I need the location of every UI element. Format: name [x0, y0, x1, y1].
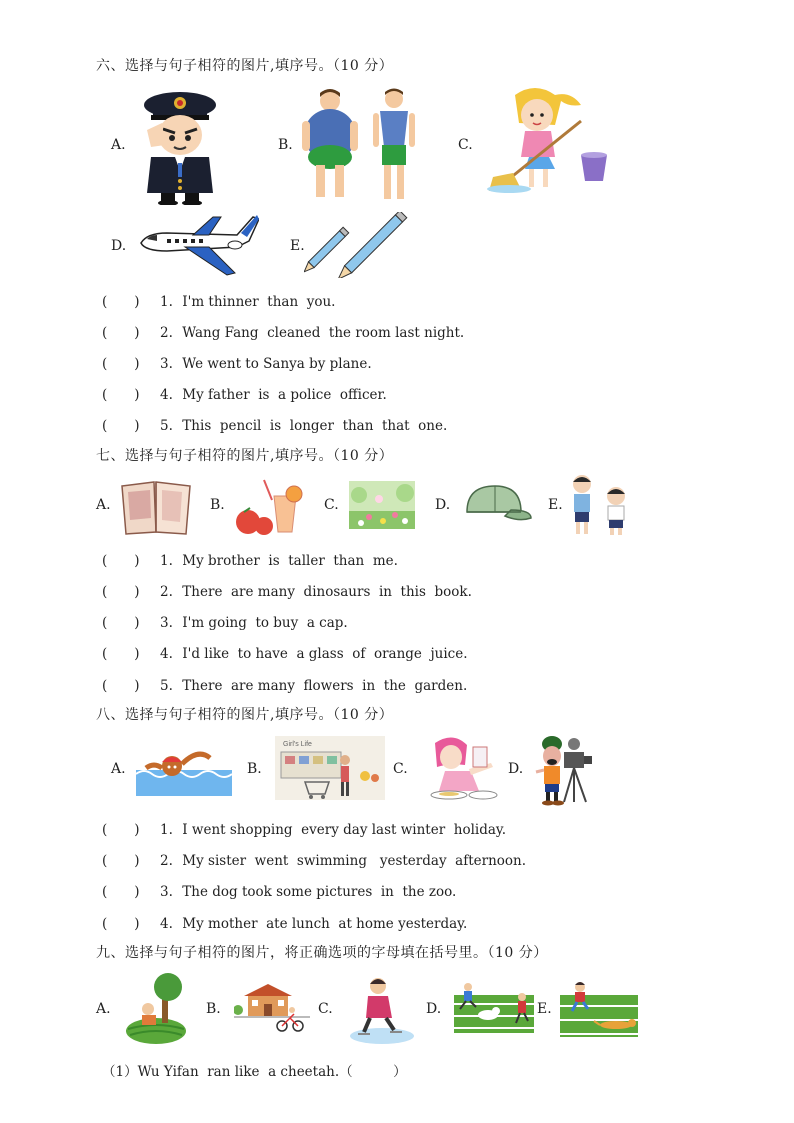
answer-blank[interactable]: ( ): [102, 356, 140, 372]
s6-question-4: [102, 383, 387, 403]
answer-blank[interactable]: ( ): [102, 853, 140, 869]
girl-skating-picture: [348, 974, 416, 1046]
answer-blank[interactable]: ( ): [102, 615, 140, 631]
question-text: We went to Sanya by plane.: [182, 356, 372, 372]
s8-question-2: [102, 849, 526, 869]
orange-juice-picture: [234, 476, 304, 536]
book-picture: [120, 478, 192, 536]
girl-mopping-picture: [485, 85, 611, 195]
s6-option-e-label: E.: [290, 238, 305, 254]
question-text: I'd like to have a glass of orange juice.: [182, 646, 468, 662]
question-number: 1.: [160, 822, 173, 838]
section-9-title: 九、选择与句子相符的图片，将正确选项的字母填在括号里。（10 分）: [96, 945, 548, 961]
s9-option-e-label: E.: [537, 1001, 552, 1017]
s7-option-e-label: E.: [548, 497, 563, 513]
question-text: I went shopping every day last winter holiday.: [182, 822, 507, 838]
woman-eating-picture: [419, 735, 503, 801]
s7-option-c-label: C.: [324, 497, 339, 513]
answer-blank[interactable]: ( ): [102, 584, 140, 600]
s8-question-4: [102, 912, 467, 932]
question-text: My sister went swimming yesterday afternoon.: [182, 853, 526, 869]
s7-question-3: [102, 611, 348, 631]
boys-running-dog-picture: [454, 981, 534, 1033]
boy-under-tree-picture: [124, 973, 188, 1045]
s7-option-a-label: A.: [96, 497, 111, 513]
question-text: There are many dinosaurs in this book.: [182, 584, 472, 600]
fat-and-thin-men-picture: [302, 85, 422, 205]
question-text: There are many flowers in the garden.: [182, 678, 468, 694]
s8-question-3: [102, 880, 456, 900]
question-number: 4.: [160, 646, 173, 662]
s7-option-d-label: D.: [435, 497, 451, 513]
question-number: 3.: [160, 884, 173, 900]
question-number: 5.: [160, 418, 173, 434]
answer-blank[interactable]: ( ): [102, 678, 140, 694]
answer-blank[interactable]: ( ): [102, 822, 140, 838]
s6-option-c-label: C.: [458, 137, 473, 153]
airplane-picture: [137, 213, 259, 277]
boy-running-cheetah-picture: [560, 981, 638, 1037]
question-text: My mother ate lunch at home yesterday.: [182, 916, 468, 932]
question-number: 2.: [160, 584, 173, 600]
s7-question-1: [102, 549, 398, 569]
s6-option-b-label: B.: [278, 137, 293, 153]
s9-option-d-label: D.: [426, 1001, 442, 1017]
answer-blank[interactable]: ( ): [102, 553, 140, 569]
question-number: 4.: [160, 387, 173, 403]
cap-picture: [461, 484, 533, 522]
dog-camera-picture: [532, 732, 598, 806]
answer-blank[interactable]: ( ): [102, 646, 140, 662]
s9-question-1: [102, 1060, 407, 1080]
two-boys-picture: [568, 474, 632, 536]
answer-blank[interactable]: ( ): [102, 884, 140, 900]
s9-option-b-label: B.: [206, 1001, 221, 1017]
question-text: Wang Fang cleaned the room last night.: [182, 325, 465, 341]
s8-option-c-label: C.: [393, 761, 408, 777]
question-number: 3.: [160, 356, 173, 372]
question-number: 2.: [160, 853, 173, 869]
answer-blank[interactable]: ( ): [102, 294, 140, 310]
question-number: 5.: [160, 678, 173, 694]
s7-question-2: [102, 580, 472, 600]
answer-blank[interactable]: ( ): [102, 418, 140, 434]
question-number: 2.: [160, 325, 173, 341]
question-text: This pencil is longer than that one.: [182, 418, 448, 434]
question-number: 1.: [160, 553, 173, 569]
section-7-title: 七、选择与句子相符的图片,填序号。（10 分）: [96, 448, 394, 464]
answer-blank[interactable]: ( ): [102, 325, 140, 341]
question-text: I'm thinner than you.: [182, 294, 336, 310]
answer-blank[interactable]: ( ): [102, 387, 140, 403]
s7-question-4: [102, 642, 468, 662]
question-text: I'm going to buy a cap.: [182, 615, 348, 631]
garden-picture: [349, 481, 415, 529]
two-pencils-picture: [304, 212, 412, 278]
question-number: 3.: [160, 615, 173, 631]
question-text: My father is a police officer.: [182, 387, 387, 403]
question-number: 1.: [160, 294, 173, 310]
s7-question-5: [102, 674, 467, 694]
s6-option-d-label: D.: [111, 238, 127, 254]
swimming-picture: [136, 744, 232, 796]
question-text: The dog took some pictures in the zoo.: [182, 884, 457, 900]
shop-sign-text: Girl's Life: [283, 741, 312, 748]
police-officer-picture: [137, 85, 223, 205]
question-text: My brother is taller than me.: [182, 553, 398, 569]
s8-option-a-label: A.: [111, 761, 126, 777]
school-bicycle-picture: [234, 982, 310, 1032]
section-8-title: 八、选择与句子相符的图片,填序号。（10 分）: [96, 707, 394, 723]
s8-option-b-label: B.: [247, 761, 262, 777]
question-text[interactable]: （1）Wu Yifan ran like a cheetah.（ ）: [102, 1064, 407, 1080]
s9-option-c-label: C.: [318, 1001, 333, 1017]
s6-question-3: [102, 352, 372, 372]
s6-option-a-label: A.: [111, 137, 126, 153]
s8-question-1: [102, 818, 506, 838]
shopping-picture: [275, 736, 385, 800]
s6-question-2: [102, 321, 464, 341]
s6-question-1: [102, 290, 335, 310]
s7-option-b-label: B.: [210, 497, 225, 513]
question-number: 4.: [160, 916, 173, 932]
s8-option-d-label: D.: [508, 761, 524, 777]
s6-question-5: [102, 414, 447, 434]
s9-option-a-label: A.: [96, 1001, 111, 1017]
section-6-title: 六、选择与句子相符的图片,填序号。（10 分）: [96, 58, 394, 74]
answer-blank[interactable]: ( ): [102, 916, 140, 932]
